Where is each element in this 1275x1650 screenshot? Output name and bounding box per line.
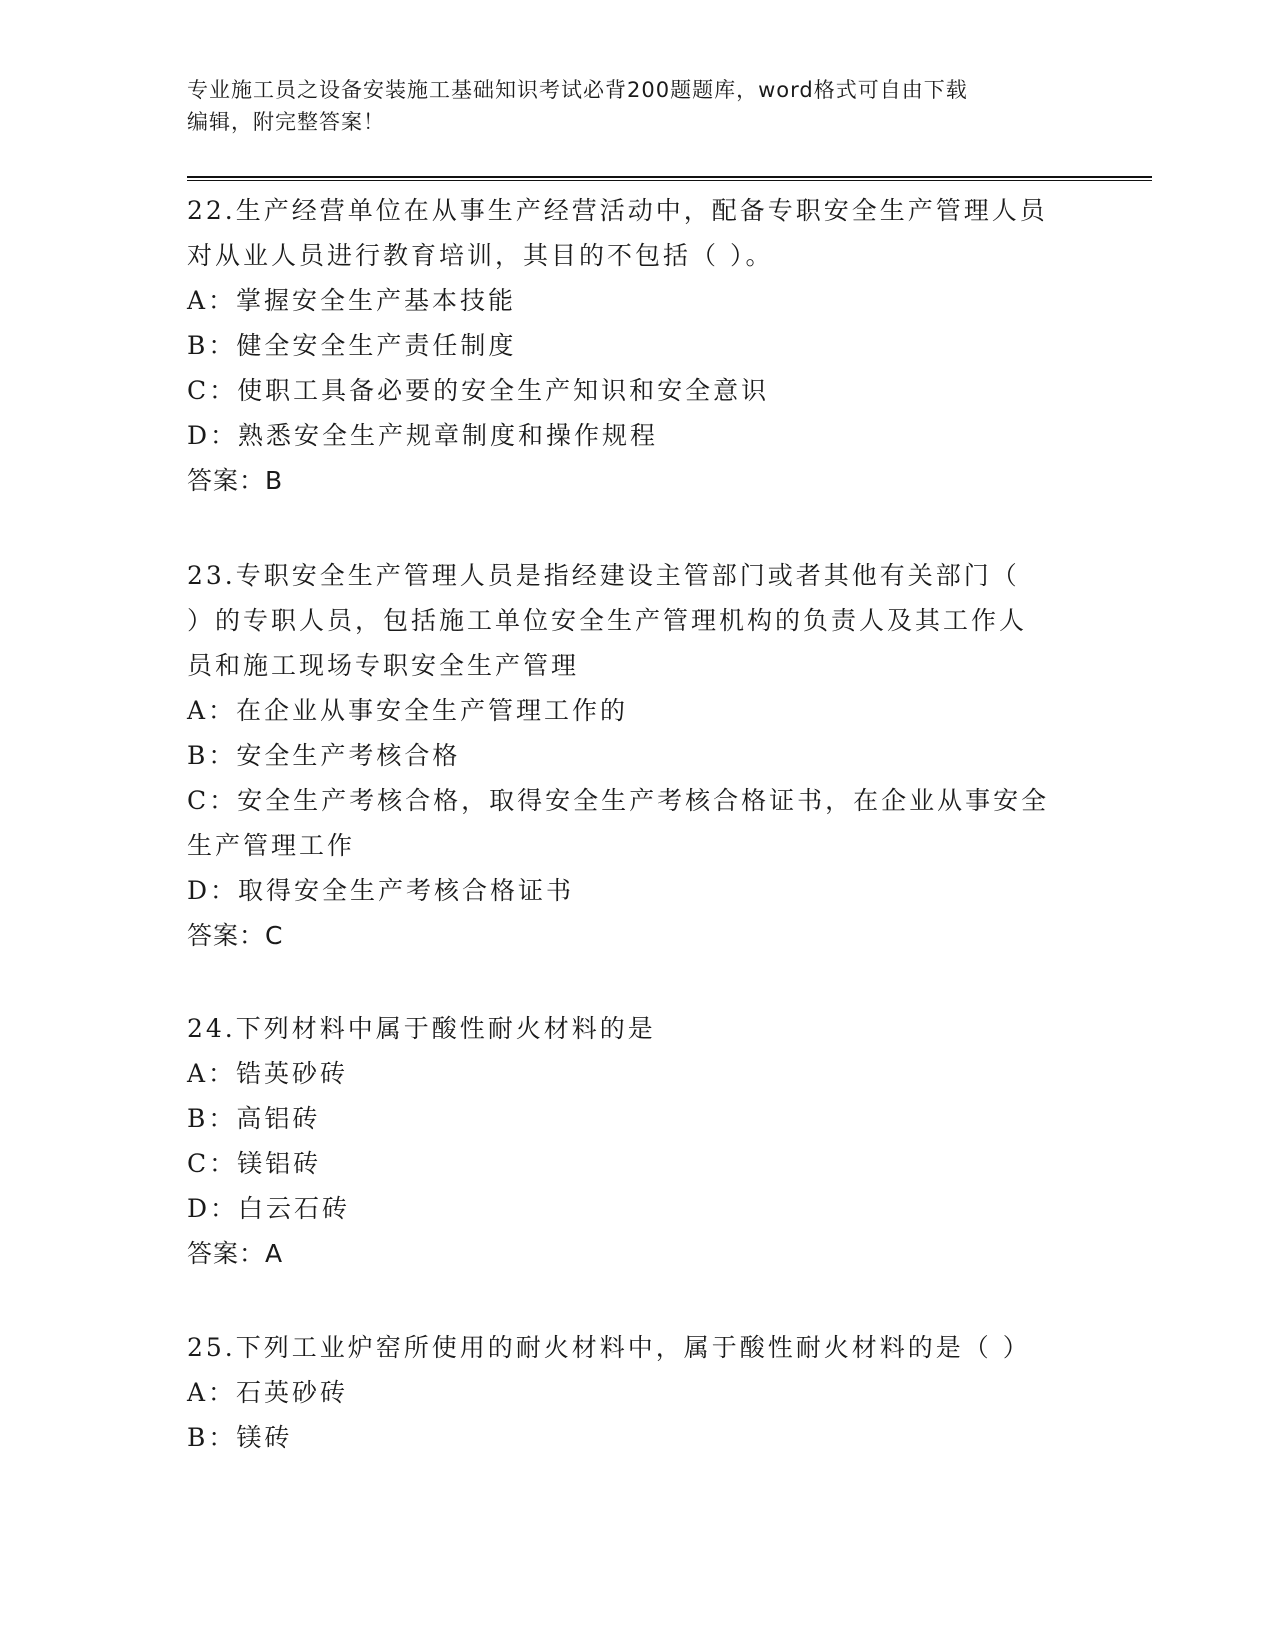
option-b: B：健全安全生产责任制度: [187, 331, 517, 360]
divider-thick-line: [187, 176, 1152, 178]
option-d: D：熟悉安全生产规章制度和操作规程: [187, 421, 659, 450]
option-b: B：安全生产考核合格: [187, 741, 461, 770]
question-stem-line: 23.专职安全生产管理人员是指经建设主管部门或者其他有关部门（: [187, 561, 1020, 590]
option-c: C：使职工具备必要的安全生产知识和安全意识: [187, 376, 770, 405]
option-c: C：镁铝砖: [187, 1149, 322, 1178]
header-divider: [187, 176, 1152, 182]
question-23: [187, 553, 1087, 958]
question-stem-line: 22.生产经营单位在从事生产经营活动中，配备专职安全生产管理人员: [187, 196, 1048, 225]
answer-line: 答案：C: [187, 921, 284, 950]
question-stem-line: 24.下列材料中属于酸性耐火材料的是: [187, 1014, 656, 1043]
option-b: B：高铝砖: [187, 1104, 321, 1133]
question-stem-line: 员和施工现场专职安全生产管理: [187, 651, 580, 680]
answer-line: 答案：A: [187, 1239, 284, 1268]
option-c: C：安全生产考核合格，取得安全生产考核合格证书，在企业从事安全: [187, 786, 1050, 815]
option-c-continued: 生产管理工作: [187, 831, 356, 860]
question-25: [187, 1325, 1087, 1460]
question-stem-line: ）的专职人员，包括施工单位安全生产管理机构的负责人及其工作人: [187, 606, 1028, 635]
option-a: A：掌握安全生产基本技能: [187, 286, 517, 315]
question-stem-line: 25.下列工业炉窑所使用的耐火材料中，属于酸性耐火材料的是（ ）: [187, 1333, 1031, 1362]
option-d: D：取得安全生产考核合格证书: [187, 876, 575, 905]
divider-thin-line: [187, 180, 1152, 181]
question-22: [187, 188, 1087, 503]
document-header: [187, 74, 1067, 138]
option-b: B：镁砖: [187, 1423, 293, 1452]
header-line-1: 专业施工员之设备安装施工基础知识考试必背200题题库，word格式可自由下载: [187, 78, 968, 102]
answer-line: 答案：B: [187, 466, 284, 495]
option-a: A：在企业从事安全生产管理工作的: [187, 696, 629, 725]
header-line-2: 编辑，附完整答案！: [187, 110, 385, 134]
question-24: [187, 1006, 1087, 1276]
option-a: A：锆英砂砖: [187, 1059, 349, 1088]
option-a: A：石英砂砖: [187, 1378, 349, 1407]
question-stem-line: 对从业人员进行教育培训，其目的不包括（ ）。: [187, 241, 774, 270]
option-d: D：白云石砖: [187, 1194, 351, 1223]
